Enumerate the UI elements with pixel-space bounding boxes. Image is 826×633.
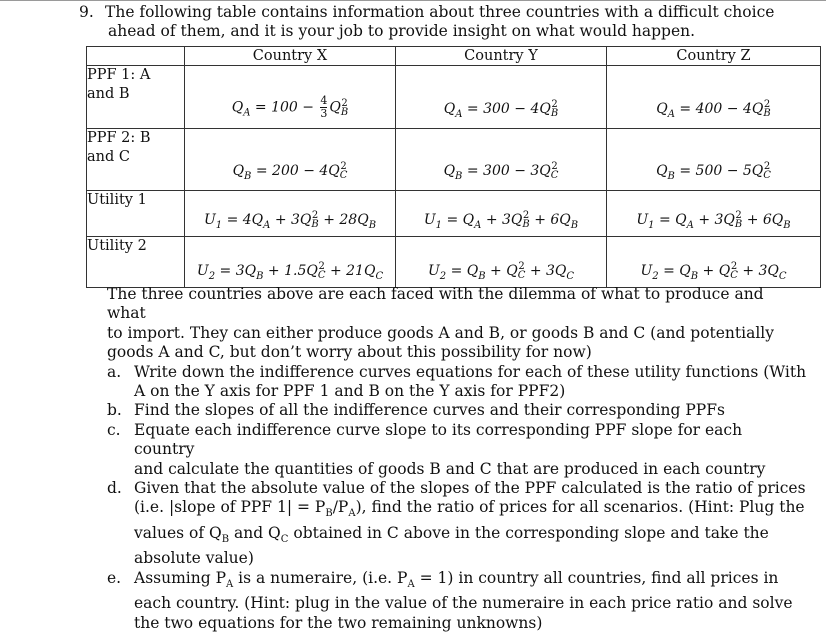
- part-line: Given that the absolute value of the slopes of the PPF calculated is the ratio of prices: [134, 479, 806, 498]
- table-row-utility1: [87, 191, 821, 237]
- row-label-line: PPF 1: A: [87, 67, 151, 83]
- utility1-country-y-equation: $U_1 = Q_A + 3Q$ 2 B + $6Q_B$: [396, 191, 607, 237]
- row-label-ppf2: [87, 129, 185, 191]
- question-part-d: [107, 479, 807, 569]
- ppf2-country-z-equation: $Q_B = 500 - 5Q$ 2 C: [607, 129, 821, 191]
- top-rule: [0, 0, 826, 1]
- part-line: absolute value): [134, 549, 254, 568]
- question-part-e: [107, 569, 807, 633]
- question-part-c: [107, 421, 807, 479]
- part-label: c.: [107, 420, 121, 439]
- part-line: the two equations for the two remaining unknowns): [134, 613, 543, 632]
- ppf2-country-x-equation: $Q_B = 200 - 4Q$ 2 C: [185, 129, 396, 191]
- ppf1-country-z-equation: $Q_A = 400 - 4Q$ 2 B: [607, 66, 821, 129]
- utility2-country-z-equation: $U_2 = Q_B + Q$ 2 C + $3Q_C$: [607, 237, 821, 288]
- ppf2-country-y-equation: $Q_B = 300 - 3Q$ 2 C: [396, 129, 607, 191]
- header-blank: [87, 47, 185, 66]
- part-line: Equate each indifference curve slope to its corresponding PPF slope for each country: [134, 420, 743, 459]
- utility2-country-y-equation: $U_2 = Q_B + Q$ 2 C + $3Q_C$: [396, 237, 607, 288]
- question-part-a: [107, 363, 807, 402]
- ppf1-country-x-equation: $Q_A = 100$ − $\frac{4}{3}$ Q 2 B: [185, 66, 396, 129]
- question-part-b: [107, 401, 807, 420]
- table-row-utility2: [87, 237, 821, 288]
- problem-body: [107, 285, 807, 633]
- table-row-ppf1: [87, 66, 821, 129]
- part-line: Find the slopes of all the indifference curves and their corresponding PPFs: [134, 401, 725, 420]
- row-label-utility1: [87, 191, 185, 237]
- row-label-ppf1: [87, 66, 185, 129]
- intro-line: The three countries above are each faced with the dilemma of what to produce and what: [107, 285, 764, 323]
- question-header: [79, 3, 819, 41]
- question-line-2: ahead of them, and it is your job to provide insight on what would happen.: [108, 22, 696, 40]
- table-row-ppf2: [87, 129, 821, 191]
- intro-line: goods A and C, but don’t worry about this possibility for now): [107, 343, 592, 362]
- question-number: 9.: [79, 3, 94, 21]
- utility1-country-x-equation: $U_1 = 4Q_A + 3Q$ 2 B + $28Q_B$: [185, 191, 396, 237]
- part-line: Write down the indifference curves equations for each of these utility functions (With: [134, 362, 807, 381]
- row-label-line: Utility 1: [87, 192, 147, 208]
- header-country-z: Country Z: [607, 47, 821, 66]
- part-line: and calculate the quantities of goods B and C that are produced in each country: [134, 459, 766, 478]
- part-label: a.: [107, 362, 122, 381]
- ppf1-country-y-equation: $Q_A = 300 - 4Q$ 2 B: [396, 66, 607, 129]
- intro-line: to import. They can either produce goods A and B, or goods B and C (and potentially: [107, 323, 775, 342]
- part-line: (i.e. |slope of PPF $1| = P_B/P_A$), find the ratio of prices for all scenarios. (Hint: Plug the: [134, 498, 805, 520]
- row-label-line: Utility 2: [87, 238, 147, 254]
- table-header-row: [87, 47, 821, 66]
- part-label: e.: [107, 568, 122, 587]
- part-label: b.: [107, 401, 122, 420]
- row-label-utility2: [87, 237, 185, 288]
- row-label-line: PPF 2: B: [87, 130, 151, 146]
- part-line: Assuming $P_A$ is a numeraire, (i.e. $P_A = 1$) in country all countries, find all prices in: [134, 568, 779, 590]
- part-line: values of $Q_B$ and $Q_C$ obtained in C above in the corresponding slope and take the: [134, 523, 769, 546]
- utility2-country-x-equation: $U_2 = 3Q_B + 1.5Q$ 2 C + $21Q_C$: [185, 237, 396, 288]
- row-label-line: and B: [87, 86, 130, 102]
- header-country-x: Country X: [185, 47, 396, 66]
- part-line: A on the Y axis for PPF 1 and B on the Y axis for PPF2): [134, 382, 566, 401]
- intro-paragraph: [107, 285, 807, 363]
- part-line: each country. (Hint: plug in the value of the numeraire in each price ratio and solve: [134, 594, 793, 613]
- header-country-y: Country Y: [396, 47, 607, 66]
- row-label-line: and C: [87, 149, 130, 165]
- question-line-1: The following table contains information about three countries with a difficult choice: [105, 3, 775, 21]
- countries-table: [86, 46, 821, 288]
- part-label: d.: [107, 479, 122, 498]
- utility1-country-z-equation: $U_1 = Q_A + 3Q$ 2 B + $6Q_B$: [607, 191, 821, 237]
- question-parts-list: [107, 363, 807, 633]
